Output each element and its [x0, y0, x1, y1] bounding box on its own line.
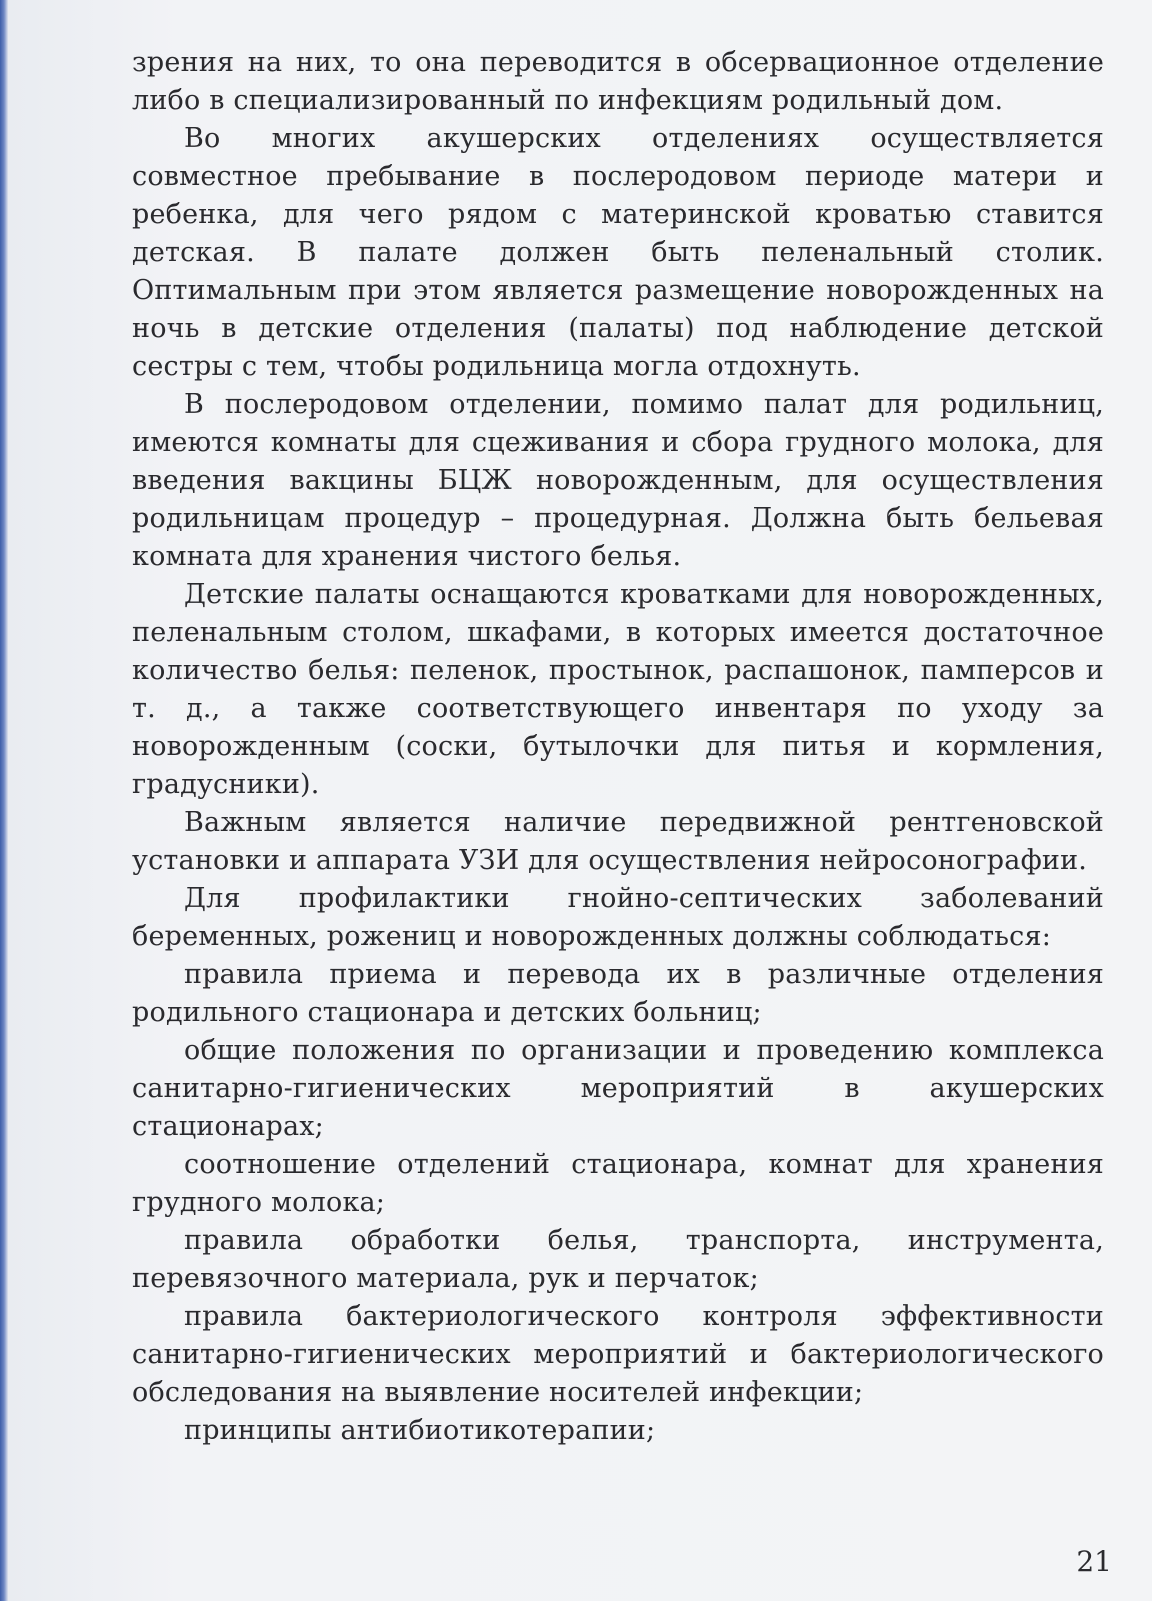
- list-item: принципы антибиотикотерапии;: [184, 1415, 656, 1446]
- paragraph: Детские палаты оснащаются кроватками для новорожденных, пеленальным столом, шкафами, в которых имеется достаточное количество белья: пеленок, простынок, распашонок, памперсов и т. д., а также соответствующего инвентаря по уходу за новорожденным (соски, бутылочки для питья и кормления, градусники).: [132, 579, 1104, 800]
- list-item: правила приема и перевода их в различные отделения родильного стационара и детских больниц;: [132, 959, 1104, 1028]
- list-item: правила обработки белья, транспорта, инструмента, перевязочного материала, рук и перчаток;: [132, 1225, 1104, 1294]
- paragraph: Важным является наличие передвижной рентгеновской установки и аппарата УЗИ для осуществления нейросонографии.: [132, 807, 1104, 876]
- paragraph: зрения на них, то она переводится в обсервационное отделение либо в специализированный по инфекциям родильный дом.: [132, 47, 1104, 116]
- paragraph: Во многих акушерских отделениях осуществляется совместное пребывание в послеродовом периоде матери и ребенка, для чего рядом с материнской кроватью ставится детская. В палате должен быть пеленальный столик. Оптимальным при этом является размещение новорожденных на ночь в детские отделения (палаты) под наблюдение детской сестры с тем, чтобы родильница могла отдохнуть.: [132, 123, 1104, 382]
- paragraph: Для профилактики гнойно-септических заболеваний беременных, рожениц и новорожденных должны соблюдаться:: [132, 883, 1104, 952]
- page-number: 21: [1076, 1545, 1112, 1578]
- list-item: соотношение отделений стационара, комнат для хранения грудного молока;: [132, 1149, 1104, 1218]
- list-item: правила бактериологического контроля эффективности санитарно-гигиенических мероприятий и бактериологического обследования на выявление носителей инфекции;: [132, 1301, 1104, 1408]
- list-item: общие положения по организации и проведению комплекса санитарно-гигиенических мероприятий в акушерских стационарах;: [132, 1035, 1104, 1142]
- paragraph: В послеродовом отделении, помимо палат для родильниц, имеются комнаты для сцеживания и сбора грудного молока, для введения вакцины БЦЖ новорожденным, для осуществления родильницам процедур – процедурная. Должна быть бельевая комната для хранения чистого белья.: [132, 389, 1104, 572]
- page-body-text: [132, 44, 1104, 1450]
- page-binding-edge: [0, 0, 8, 1601]
